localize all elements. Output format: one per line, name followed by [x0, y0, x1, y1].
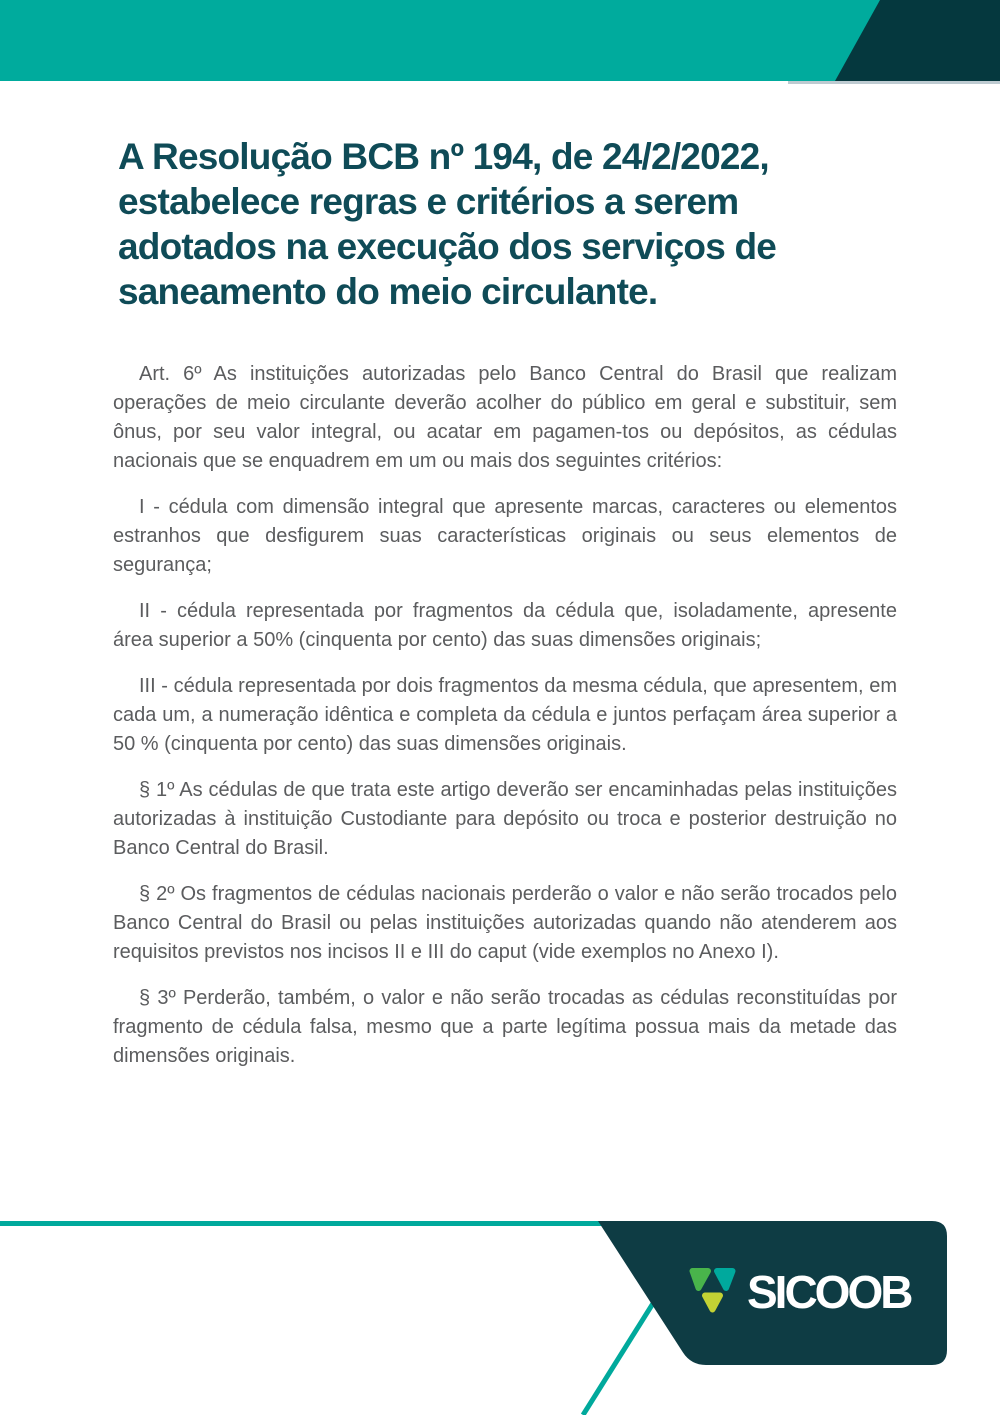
top-band-underline [788, 81, 1000, 84]
paragraph-inciso-2: II - cédula representada por fragmentos da cédula que, isoladamente, apresente área superior a 50% (cinquenta por cento) das suas dimensões originais; [113, 600, 897, 651]
paragraph-inciso-3: III - cédula representada por dois fragmentos da mesma cédula, que apresentem, em cada um, a numeração idêntica e completa da cédula e juntos perfaçam área superior a 50 % (cinquenta por cento) das suas dimensões originais. [113, 675, 897, 755]
article-body [113, 360, 897, 1088]
paragraph-par-2: § 2º Os fragmentos de cédulas nacionais perderão o valor e não serão trocados pelo Banco Central do Brasil ou pelas instituições autorizadas quando não atenderem aos requisitos previstos nos incisos II e III do caput (vide exemplos no Anexo I). [113, 883, 897, 963]
paragraph-par-3: § 3º Perderão, também, o valor e não serão trocadas as cédulas reconstituídas por fragmento de cédula falsa, mesmo que a parte legítima possua mais da metade das dimensões originais. [113, 987, 897, 1067]
paragraph-inciso-1: I - cédula com dimensão integral que apresente marcas, caracteres ou elementos estranhos que desfigurem suas características originais ou seus elementos de segurança; [113, 496, 897, 576]
title-line-2: estabelece regras e critérios a serem [118, 181, 739, 222]
page-title [118, 134, 898, 314]
title-line-3: adotados na execução dos serviços de [118, 226, 777, 267]
title-line-4: saneamento do meio circulante. [118, 271, 658, 312]
title-line-1: A Resolução BCB nº 194, de 24/2/2022, [118, 136, 769, 177]
paragraph-art-6: Art. 6º As instituições autorizadas pelo Banco Central do Brasil que realizam operações de meio circulante deverão acolher do público em geral e substituir, sem ônus, por seu valor integral, ou acatar em pagamen-tos ou depósitos, as cédulas nacionais que se enquadrem em um ou mais dos seguintes critérios: [113, 363, 897, 472]
footer [0, 1215, 1000, 1415]
footer-rule-line [0, 1221, 602, 1226]
sicoob-logo-text: SICOOB [747, 1266, 911, 1318]
paragraph-par-1: § 1º As cédulas de que trata este artigo deverão ser encaminhadas pelas instituições autorizadas à instituição Custodiante para depósito ou troca e posterior destruição no Banco Central do Brasil. [113, 779, 897, 859]
